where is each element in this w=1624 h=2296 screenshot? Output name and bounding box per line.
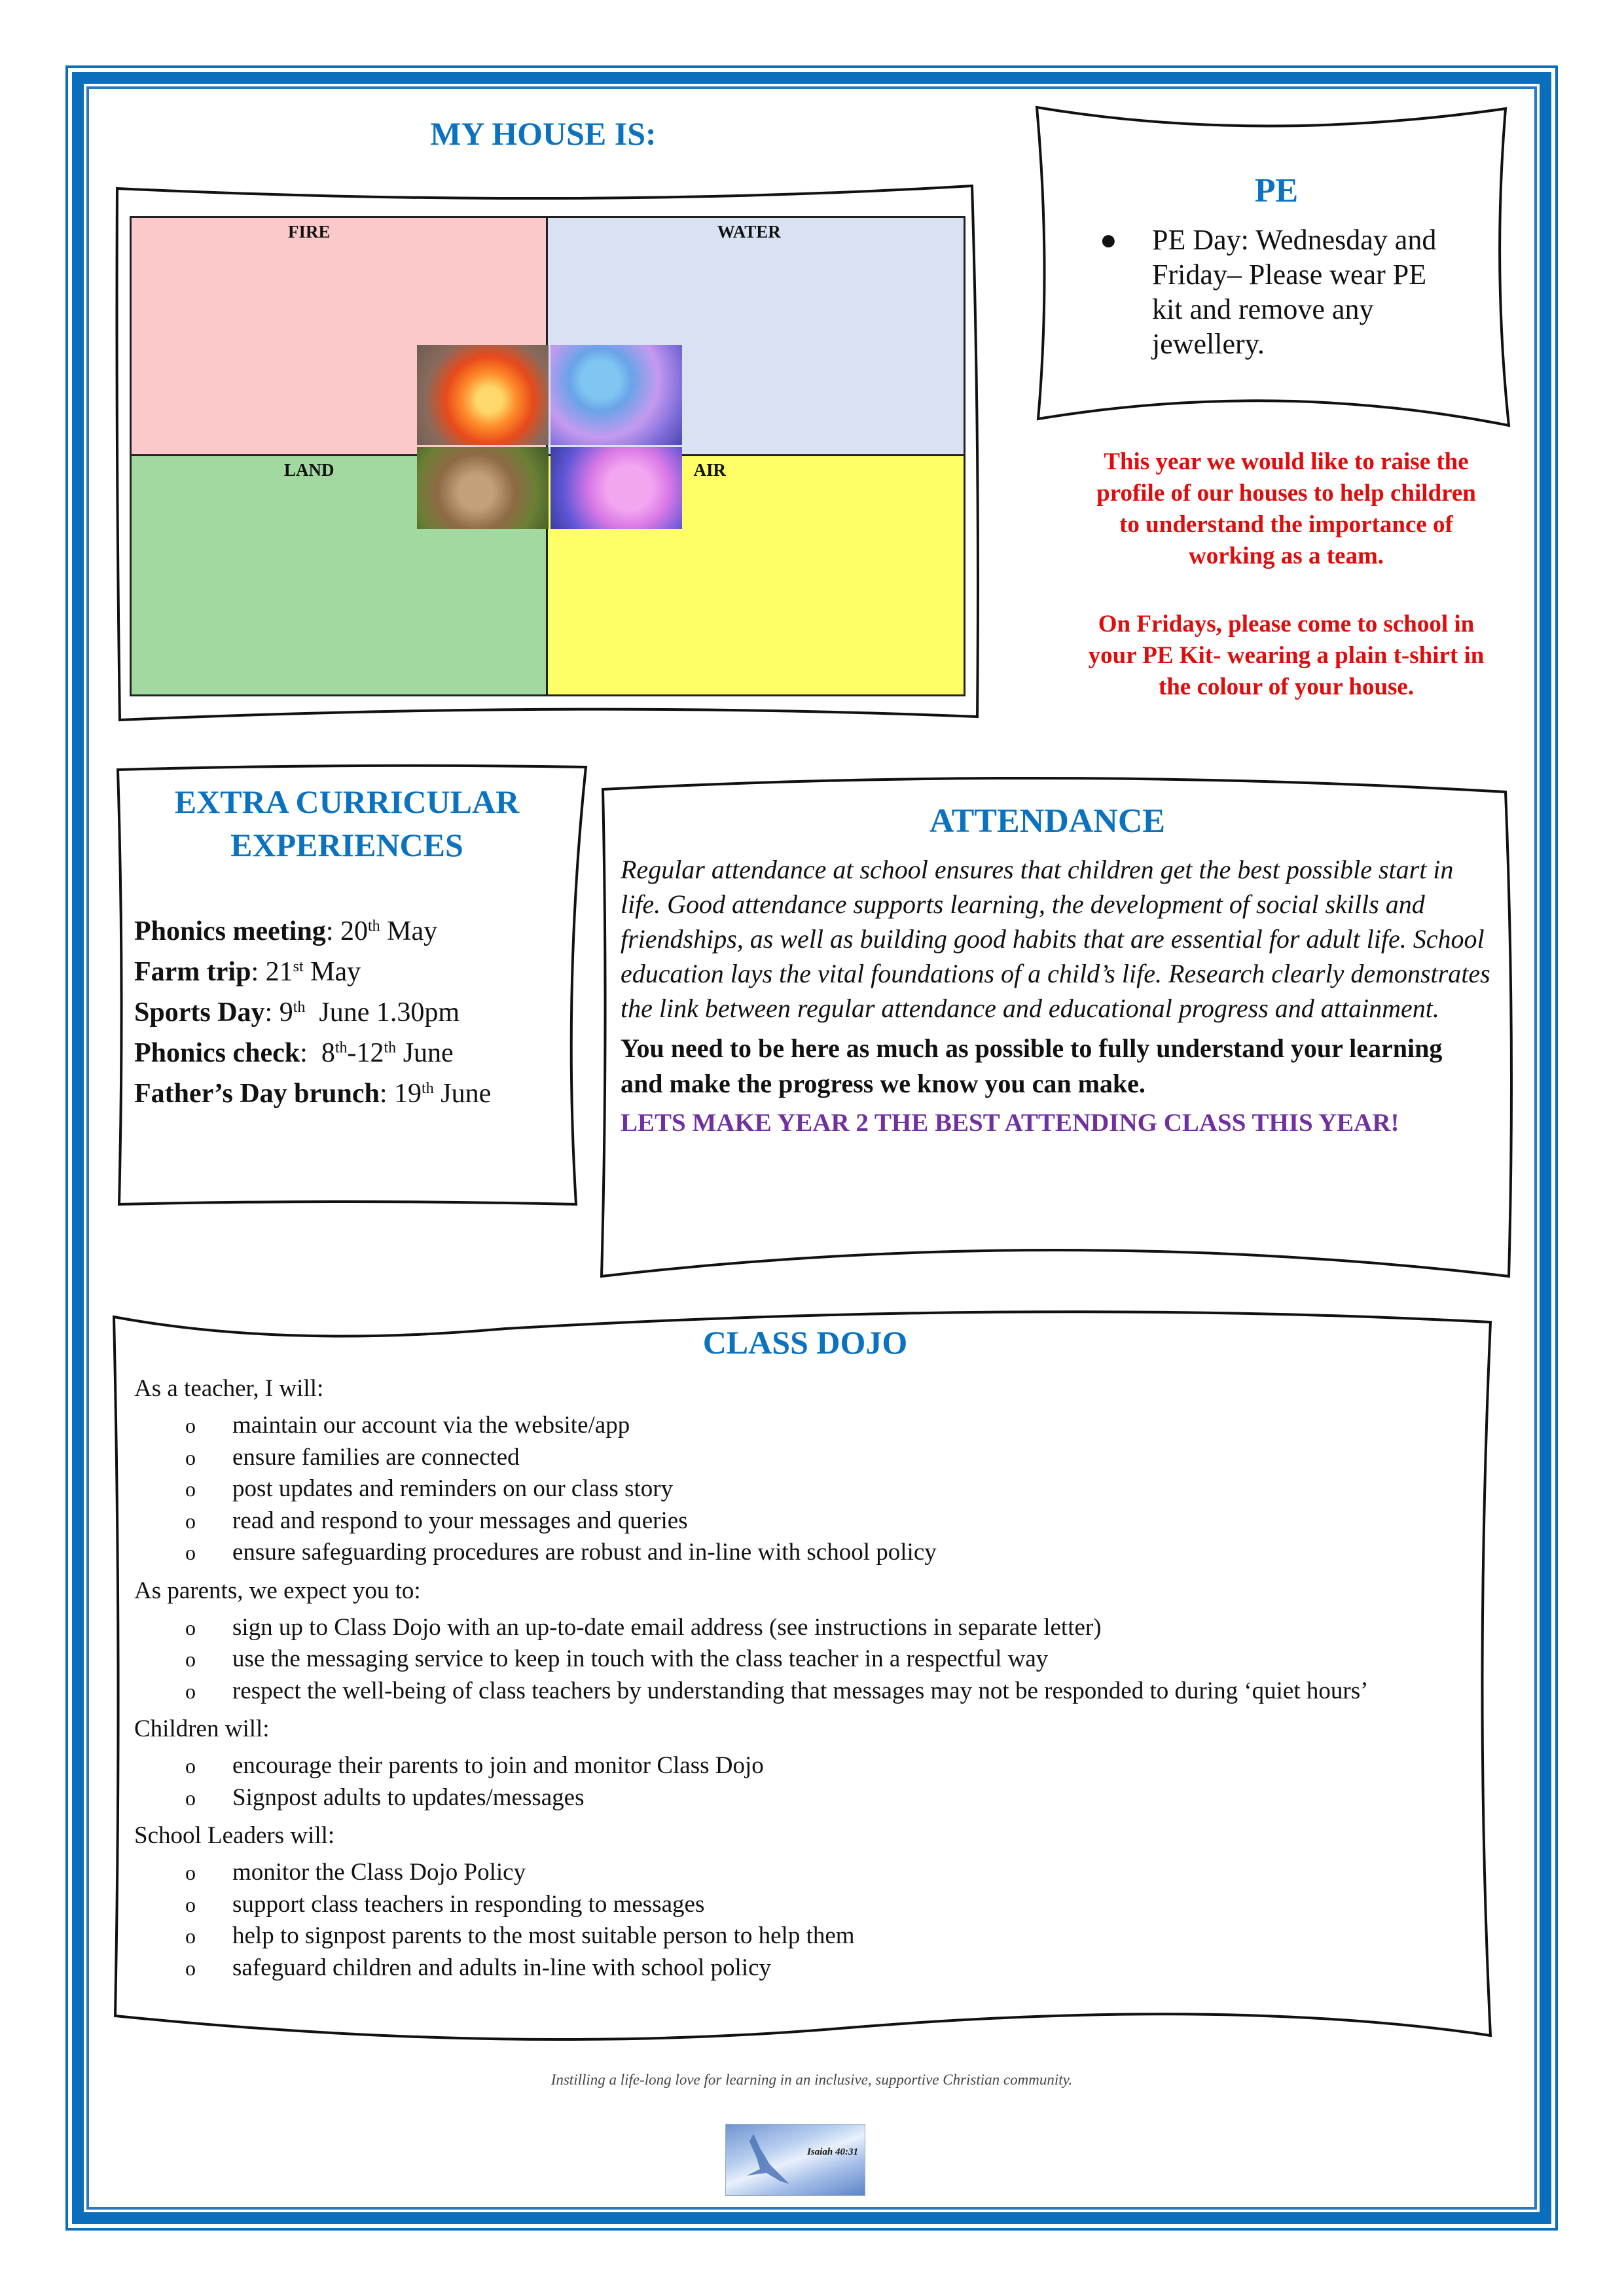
event-label: Father’s Day brunch [134,1079,380,1109]
school-leaders-list [134,1857,1463,1984]
attendance-title: ATTENDANCE [929,802,1166,840]
event-row [134,992,579,1033]
extra-curricular-events [134,911,579,1114]
circle-bullet-icon: o [185,1445,196,1469]
list-item-text: help to signpost parents to the most suitable person to help them [232,1922,855,1949]
list-item-text: read and respond to your messages and queries [232,1507,688,1534]
circle-bullet-icon: o [185,1615,196,1640]
circle-bullet-icon: o [185,1647,196,1671]
circle-bullet-icon: o [185,1956,196,1980]
extra-curricular-title [118,780,576,867]
event-label: Phonics check [134,1038,300,1068]
children-heading: Children will: [134,1715,270,1742]
list-item [134,1473,1463,1505]
class-dojo-title: CLASS DOJO [702,1324,908,1361]
list-item-text: ensure safeguarding procedures are robust and in-line with school policy [232,1539,937,1566]
list-item [134,1889,1463,1921]
logo-verse: Isaiah 40:31 [807,2147,858,2157]
event-label: Farm trip [134,957,251,987]
parents-list [134,1612,1463,1708]
event-date: 19 [394,1079,422,1109]
list-item [134,1505,1463,1537]
event-date: 9 [279,997,293,1028]
list-item [134,1920,1463,1952]
event-sep: : [300,1038,321,1068]
teacher-heading: As a teacher, I will: [134,1375,324,1402]
attendance-emphasis: You need to be here as much as possible to fully understand your learning and make the progress we know you can make. [621,1033,1443,1098]
eagle-icon [734,2128,806,2194]
list-item-text: support class teachers in responding to messages [232,1890,705,1918]
list-item-text: encourage their parents to join and monitor Class Dojo [232,1752,764,1779]
event-date: 8 [321,1038,335,1068]
event-row [134,952,579,992]
event-date-rest: May [303,957,361,987]
event-date: 20 [340,916,368,946]
list-item-text: sign up to Class Dojo with an up-to-date email address (see instructions in separate letter) [232,1613,1102,1641]
event-row [134,1073,579,1114]
attendance-body: Regular attendance at school ensures that children get the best possible start in life. Good attendance supports learning, the development of social skills and friendships, as well as building good habits that are essential for adult life. School education lays the vital foundations of a child’s life. Research clearly demonstrates the link between regular attendance and educational progress and attainment. [621,855,1490,1023]
attendance-slogan: LETS MAKE YEAR 2 THE BEST ATTENDING CLASS THIS YEAR! [621,1109,1399,1137]
event-date: 21 [265,957,293,987]
event-date-suffix: th [293,999,306,1016]
list-item-text: use the messaging service to keep in touch with the class teacher in a respectful way [232,1645,1049,1672]
pe-bullet-item [1100,223,1492,361]
house-land-label: LAND [283,460,334,480]
house-air-label: AIR [693,460,726,480]
list-item [134,1676,1463,1708]
list-item-text: Signpost adults to updates/messages [232,1784,585,1811]
teacher-list [134,1410,1463,1569]
children-list [134,1750,1463,1814]
event-date-suffix: th [334,1039,348,1056]
list-item [134,1782,1463,1814]
school-leaders-heading: School Leaders will: [134,1822,335,1849]
event-sep: : [251,957,266,987]
event-date-rest: June [396,1038,454,1068]
pe-bullet-text: PE Day: Wednesday and Friday– Please wear PE kit and remove any jewellery. [1152,224,1437,360]
circle-bullet-icon: o [185,1541,196,1564]
list-item-text: safeguard children and adults in-line with school policy [232,1954,772,1981]
fire-character-image [417,345,549,445]
land-character-image [417,447,549,529]
house-section-title: MY HOUSE IS: [430,115,657,152]
event-date-rest: June 1.30pm [305,997,460,1028]
event-date-suffix: st [293,958,304,975]
event-label: Sports Day [134,997,265,1028]
extra-curricular-title-line-2: EXPERIENCES [230,827,463,863]
list-item [134,1750,1463,1782]
circle-bullet-icon: o [185,1754,196,1778]
school-logo [725,2124,865,2196]
pe-title: PE [1254,172,1299,209]
list-item [134,1537,1463,1569]
house-notice-paragraph-2: On Fridays, please come to school in your PE Kit- wearing a plain t-shirt in the colour of your house. [1088,611,1485,700]
event-sep: : [264,997,280,1028]
event-date-rest: May [380,916,438,946]
list-item [134,1612,1463,1644]
list-item [134,1952,1463,1984]
extra-curricular-title-line-1: EXTRA CURRICULAR [174,783,520,820]
event-date-rest: June [433,1079,492,1109]
circle-bullet-icon: o [185,1892,196,1916]
bullet-dot-icon: ● [1100,224,1117,256]
circle-bullet-icon: o [185,1477,196,1501]
attendance-content [621,852,1491,1139]
list-item [134,1857,1463,1889]
circle-bullet-icon: o [185,1679,196,1703]
list-item-text: respect the well-being of class teachers by understanding that messages may not be responded to during ‘quiet hours’ [232,1677,1369,1704]
event-sep: : [325,916,340,946]
class-dojo-content [134,1369,1463,1989]
circle-bullet-icon: o [185,1861,196,1884]
list-item [134,1410,1463,1442]
list-item-text: maintain our account via the website/app [232,1412,630,1439]
circle-bullet-icon: o [185,1785,196,1810]
house-notice-paragraph-1: This year we would like to raise the profile of our houses to help children to understand the importance of working as a team. [1096,448,1476,569]
circle-bullet-icon: o [185,1414,196,1437]
school-motto: Instilling a life-long love for learning in an inclusive, supportive Christian community. [550,2072,1073,2088]
parents-heading: As parents, we expect you to: [134,1577,421,1604]
event-date-mid: -12 [347,1038,384,1068]
event-date-suffix-2: th [384,1039,397,1056]
circle-bullet-icon: o [185,1924,196,1948]
water-character-image [550,345,682,445]
house-water-label: WATER [717,222,781,242]
event-sep: : [379,1079,395,1109]
circle-bullet-icon: o [185,1509,196,1533]
list-item-text: post updates and reminders on our class story [232,1475,674,1502]
list-item-text: ensure families are connected [232,1443,520,1471]
event-label: Phonics meeting [134,916,326,946]
event-date-suffix: th [422,1080,434,1097]
list-item [134,1442,1463,1474]
air-character-image [550,447,682,529]
event-date-suffix: th [367,918,380,935]
event-row [134,1033,579,1073]
list-item-text: monitor the Class Dojo Policy [232,1859,526,1886]
house-fire-label: FIRE [287,222,331,242]
event-row [134,911,579,952]
list-item [134,1643,1463,1676]
